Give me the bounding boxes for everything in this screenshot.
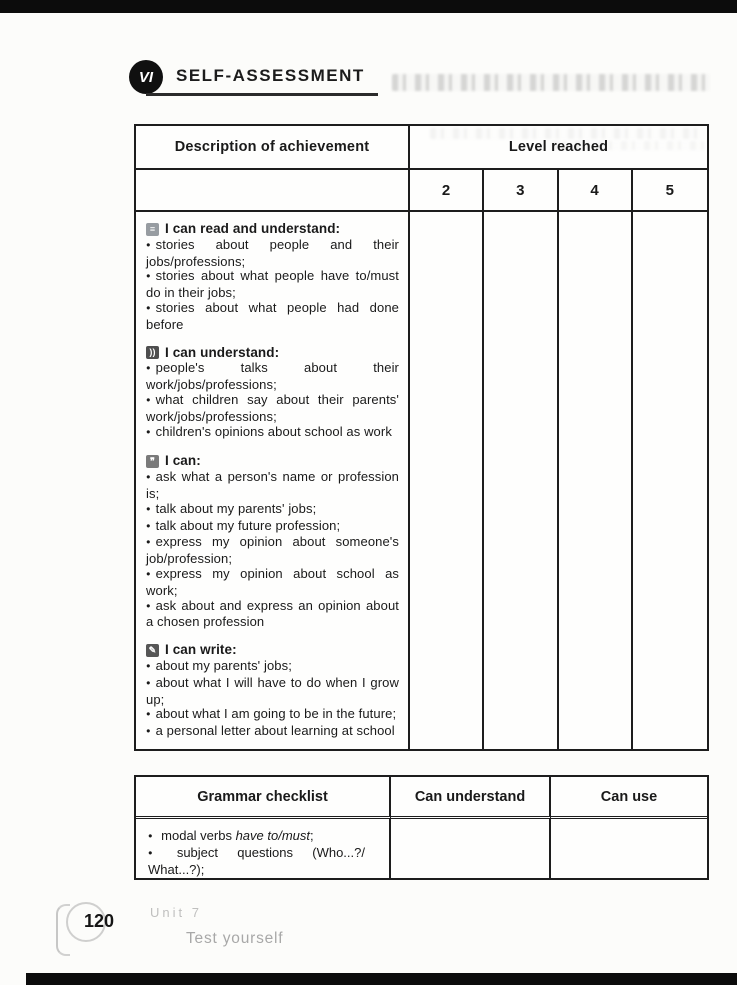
section-title-row [146, 643, 399, 658]
unit-badge [129, 60, 163, 94]
level-cell-5 [633, 212, 707, 749]
level-column-3: 3 [484, 170, 558, 212]
grammar-item-text: ; [310, 828, 314, 843]
list-item: ● stories about what people have to/must do in their jobs; [146, 269, 399, 301]
grammar-item-text: modal verbs [161, 828, 236, 843]
section-title-text: I can understand: [165, 344, 280, 360]
skill-section-listening [146, 346, 399, 442]
grammar-items-cell [136, 819, 391, 878]
can-use-header-cell: Can use [551, 777, 707, 819]
list-item: ● talk about my future profession; [146, 519, 399, 536]
level-cell-4 [559, 212, 633, 749]
listen-icon: )) [146, 346, 159, 359]
list-item: ● children's opinions about school as work [146, 425, 399, 442]
section-title-row [146, 454, 399, 469]
unit-badge-label: VI [138, 68, 154, 86]
scan-edge-top [0, 0, 737, 13]
page-number: 120 [84, 911, 115, 931]
list-item: ● express my opinion about school as work; [146, 567, 399, 599]
skill-section-reading [146, 222, 399, 333]
unit-label-faded: Unit 7 [150, 905, 202, 920]
list-item: ● what children say about their parents' work/jobs/professions; [146, 393, 399, 425]
read-icon: ≡ [146, 223, 159, 236]
footer-test-yourself: Test yourself [186, 930, 284, 947]
can-use-cell [551, 819, 707, 878]
list-item: ● ask about and express an opinion about a chosen profession [146, 599, 399, 631]
scan-artifact [392, 74, 710, 91]
grammar-checklist-table [134, 775, 709, 880]
section-title-text: I can read and understand: [165, 221, 341, 236]
list-item [148, 828, 365, 845]
page-title: SELF-ASSESSMENT [176, 66, 365, 85]
grammar-item-text: subject questions (Who...?/ What...?); [148, 845, 365, 877]
level-column-5: 5 [633, 170, 707, 212]
level-reached-header-cell: Level reached [410, 126, 707, 170]
list-item: ● people's talks about their work/jobs/professions; [146, 361, 399, 393]
list-item: ● about what I will have to do when I grow up; [146, 676, 399, 708]
blank-header-cell [136, 170, 410, 212]
scan-edge-bottom [26, 973, 737, 985]
list-item: ● about what I am going to be in the future; [146, 707, 399, 724]
grammar-checklist-header-cell: Grammar checklist [136, 777, 391, 819]
level-column-4: 4 [559, 170, 633, 212]
level-column-2: 2 [410, 170, 484, 212]
section-title-text: I can: [165, 453, 201, 469]
list-item: ● a personal letter about learning at school [146, 724, 399, 741]
scan-artifact [56, 904, 70, 956]
speak-icon: ❞ [146, 455, 159, 468]
list-item: ● talk about my parents' jobs; [146, 502, 399, 519]
grammar-item-italic: have to/must [235, 828, 311, 843]
self-assessment-table [134, 124, 709, 751]
section-title-row [146, 222, 399, 237]
description-header-cell: Description of achievement [136, 126, 410, 170]
section-title-row [146, 346, 399, 361]
write-icon: ✎ [146, 644, 159, 657]
level-cell-3 [484, 212, 558, 749]
level-cell-2 [410, 212, 484, 749]
list-item [148, 845, 365, 877]
description-cell [136, 212, 410, 749]
list-item: ● about my parents' jobs; [146, 659, 399, 676]
list-item: ● stories about people and their jobs/professions; [146, 238, 399, 270]
section-title-text: I can write: [165, 642, 237, 658]
skill-section-writing [146, 643, 399, 741]
list-item: ● ask what a person's name or profession is; [146, 470, 399, 502]
list-item: ● stories about what people had done before [146, 301, 399, 333]
can-understand-cell [391, 819, 551, 878]
heading-underline [146, 93, 378, 96]
list-item: ● express my opinion about someone's job/profession; [146, 535, 399, 567]
can-understand-header-cell: Can understand [391, 777, 551, 819]
skill-section-speaking [146, 454, 399, 630]
